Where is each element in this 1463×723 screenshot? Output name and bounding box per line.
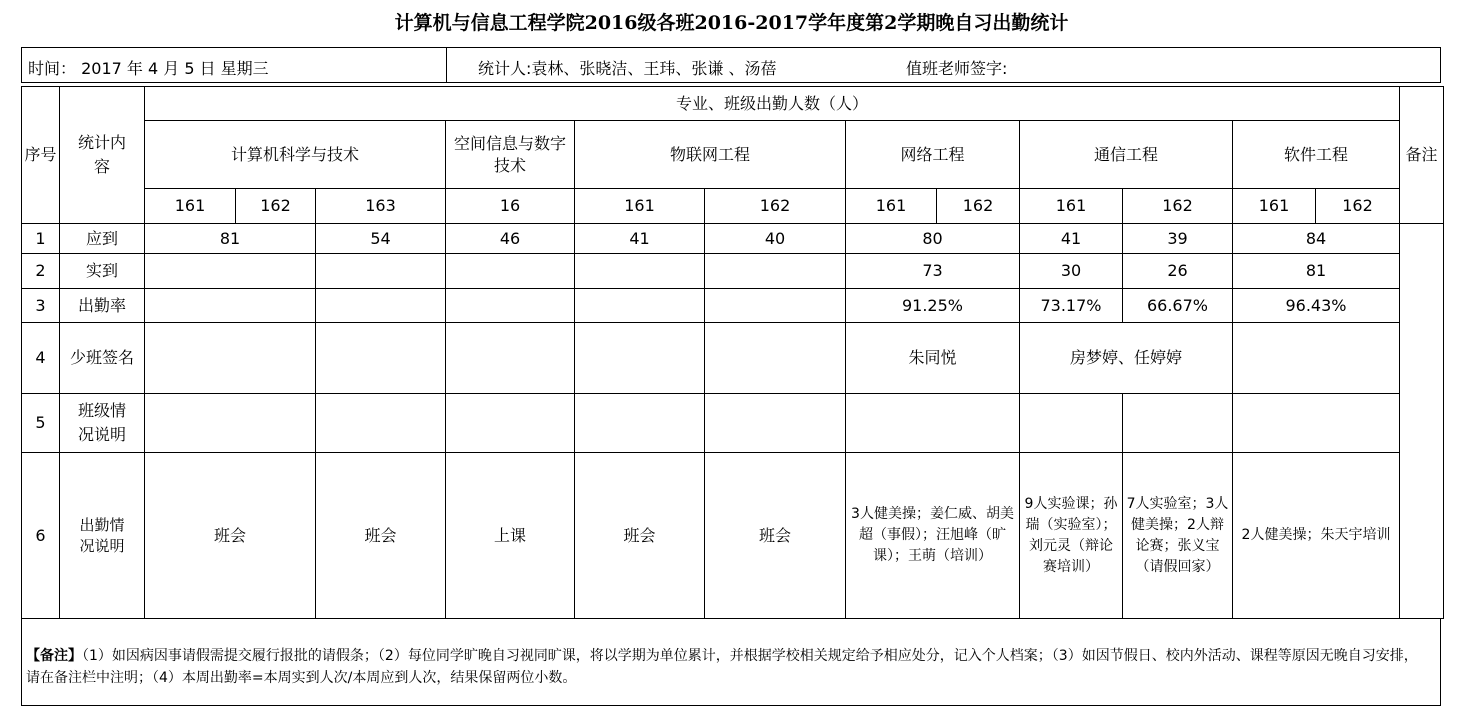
row5-iot-161 — [575, 394, 705, 453]
row3-no: 3 — [22, 289, 60, 323]
row6-space: 上课 — [446, 453, 575, 619]
row5-comm-161 — [1020, 394, 1123, 453]
row1-iot-161: 41 — [575, 224, 705, 254]
row1-space: 46 — [446, 224, 575, 254]
teacher-sign-field: 值班老师签字: — [906, 59, 1008, 78]
row2-cs-161-162 — [145, 254, 316, 289]
class-net-162: 162 — [937, 189, 1020, 224]
class-soft-162: 162 — [1316, 189, 1400, 224]
row2-soft: 81 — [1233, 254, 1400, 289]
major-soft: 软件工程 — [1233, 121, 1400, 189]
page-title: 计算机与信息工程学院2016级各班2016-2017学年度第2学期晚自习出勤统计 — [394, 12, 1069, 34]
row2-iot-162 — [705, 254, 846, 289]
row5-no: 5 — [22, 394, 60, 453]
row2-no: 2 — [22, 254, 60, 289]
row5-net — [846, 394, 1020, 453]
row4-soft — [1233, 323, 1400, 394]
row6-no: 6 — [22, 453, 60, 619]
row6-cs-163: 班会 — [316, 453, 446, 619]
class-comm-161: 161 — [1020, 189, 1123, 224]
row2-comm-162: 26 — [1123, 254, 1233, 289]
row2-iot-161 — [575, 254, 705, 289]
major-cs: 计算机科学与技术 — [145, 121, 446, 189]
notes-text — [26, 645, 1430, 689]
major-comm: 通信工程 — [1020, 121, 1233, 189]
row6-iot-161: 班会 — [575, 453, 705, 619]
row4-iot-162 — [705, 323, 846, 394]
row6-cs-161-162: 班会 — [145, 453, 316, 619]
class-cs-162: 162 — [236, 189, 316, 224]
row3-comm-161: 73.17% — [1020, 289, 1123, 323]
row6-net: 3人健美操；姜仁威、胡美超（事假）；汪旭峰（旷课）；王萌（培训） — [846, 453, 1020, 619]
row5-label: 班级情况说明 — [60, 394, 145, 453]
row6-comm-162: 7人实验室；3人健美操；2人辩论赛；张义宝（请假回家） — [1123, 453, 1233, 619]
counters-field: 统计人:袁林、张晓洁、王玮、张谦 、汤蓓 — [478, 59, 777, 78]
row3-comm-162: 66.67% — [1123, 289, 1233, 323]
row3-cs-163 — [316, 289, 446, 323]
major-iot: 物联网工程 — [575, 121, 846, 189]
row3-cs-161-162 — [145, 289, 316, 323]
row2-cs-163 — [316, 254, 446, 289]
class-cs-161: 161 — [145, 189, 236, 224]
row5-cs-163 — [316, 394, 446, 453]
row5-comm-162 — [1123, 394, 1233, 453]
row1-soft: 84 — [1233, 224, 1400, 254]
class-iot-161: 161 — [575, 189, 705, 224]
header-group: 专业、班级出勤人数（人） — [145, 87, 1400, 121]
major-net: 网络工程 — [846, 121, 1020, 189]
row2-space — [446, 254, 575, 289]
row5-space — [446, 394, 575, 453]
row2-comm-161: 30 — [1020, 254, 1123, 289]
header-content: 统计内容 — [60, 87, 145, 224]
row1-cs-163: 54 — [316, 224, 446, 254]
row4-comm: 房梦婷、任婷婷 — [1020, 323, 1233, 394]
row4-iot-161 — [575, 323, 705, 394]
info-bar — [21, 47, 1441, 83]
row2-net: 73 — [846, 254, 1020, 289]
row4-label: 少班签名 — [60, 323, 145, 394]
notes-prefix: 【备注】 — [26, 648, 82, 664]
row3-label: 出勤率 — [60, 289, 145, 323]
row5-soft — [1233, 394, 1400, 453]
header-seq: 序号 — [22, 87, 60, 224]
row1-comm-162: 39 — [1123, 224, 1233, 254]
class-soft-161: 161 — [1233, 189, 1316, 224]
row4-net: 朱同悦 — [846, 323, 1020, 394]
header-remark: 备注 — [1400, 87, 1444, 224]
row1-label: 应到 — [60, 224, 145, 254]
class-iot-162: 162 — [705, 189, 846, 224]
row1-no: 1 — [22, 224, 60, 254]
major-space: 空间信息与数字技术 — [446, 121, 575, 189]
info-divider — [446, 48, 447, 82]
row1-cs-161-162: 81 — [145, 224, 316, 254]
attendance-table — [21, 86, 1444, 619]
row6-soft: 2人健美操；朱天宇培训 — [1233, 453, 1400, 619]
row5-cs-161-162 — [145, 394, 316, 453]
row3-net: 91.25% — [846, 289, 1020, 323]
class-space-16: 16 — [446, 189, 575, 224]
row3-iot-162 — [705, 289, 846, 323]
class-net-161: 161 — [846, 189, 937, 224]
row6-iot-162: 班会 — [705, 453, 846, 619]
row1-net: 80 — [846, 224, 1020, 254]
row4-space — [446, 323, 575, 394]
notes-body: （1）如因病因事请假需提交履行报批的请假条；（2）每位同学旷晚自习视同旷课，将以学期为单位累计，并根据学校相关规定给予相应处分，记入个人档案；（3）如因节假日、校内外活动、课程等原因无晚自习安排，请在备注栏中注明；（4）本周出勤率=本周实到人次/本周应到人次，结果保留两位小数。 — [26, 648, 1418, 686]
row3-space — [446, 289, 575, 323]
class-comm-162: 162 — [1123, 189, 1233, 224]
row1-comm-161: 41 — [1020, 224, 1123, 254]
row4-cs-163 — [316, 323, 446, 394]
row4-cs-161-162 — [145, 323, 316, 394]
class-cs-163: 163 — [316, 189, 446, 224]
date-field: 时间： 2017 年 4 月 5 日 星期三 — [28, 59, 269, 78]
row6-label: 出勤情况说明 — [60, 453, 145, 619]
remark-cell — [1400, 224, 1444, 619]
row3-iot-161 — [575, 289, 705, 323]
row3-soft: 96.43% — [1233, 289, 1400, 323]
row4-no: 4 — [22, 323, 60, 394]
notes-box — [21, 619, 1441, 706]
row1-iot-162: 40 — [705, 224, 846, 254]
row6-comm-161: 9人实验课；孙瑞（实验室）；刘元灵（辩论赛培训） — [1020, 453, 1123, 619]
row5-iot-162 — [705, 394, 846, 453]
row2-label: 实到 — [60, 254, 145, 289]
